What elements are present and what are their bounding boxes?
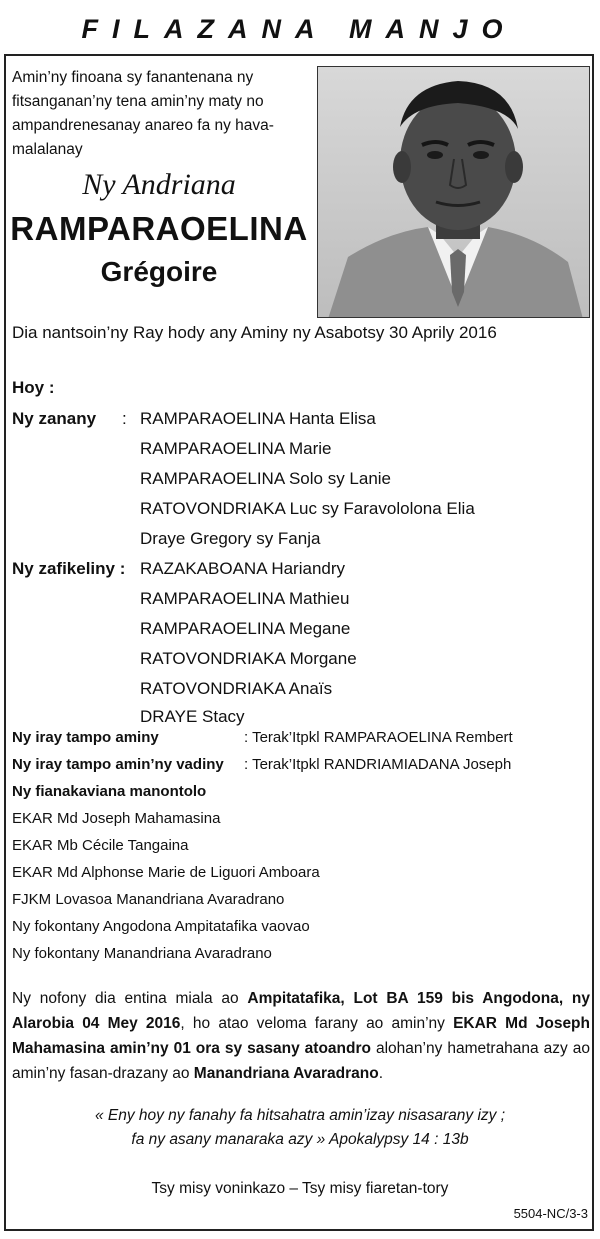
honorific: Ny Andriana	[82, 168, 236, 201]
deceased-portrait	[317, 66, 590, 318]
children-label: Ny zanany	[12, 409, 97, 428]
quote-line: fa ny asany manaraka azy » Apokalypsy 14 : 13b	[131, 1131, 469, 1148]
burial-text: alohan’ny hametrahana azy ao amin’ny fasan-drazany ao	[12, 1040, 590, 1082]
family-item: Ny fokontany Manandriana Avaradrano	[12, 945, 272, 962]
burial-text: , ho atao veloma farany ao amin’ny	[180, 1015, 454, 1032]
grandchild-name: RAMPARAOELINA Mathieu	[140, 589, 350, 608]
family-item: EKAR Md Joseph Mahamasina	[12, 810, 221, 827]
header-banner	[4, 4, 594, 56]
intro-text: Amin’ny finoana sy fanantenana ny fitsanganan’ny tena amin’ny maty no ampandrenesanay anareo fa ny hava-malalanay	[12, 69, 274, 158]
grandchildren-label: Ny zafikeliny :	[12, 559, 126, 578]
quote-line: « Eny hoy ny fanahy fa hitsahatra amin’izay nisasarany izy ;	[94, 1107, 506, 1124]
notice-title: FILAZANA MANJO	[81, 13, 517, 44]
grandchild-name: RATOVONDRIAKA Morgane	[140, 649, 357, 668]
family-item: EKAR Md Alphonse Marie de Liguori Amboara	[12, 864, 320, 881]
death-notice: Dia nantsoin’ny Ray hody any Aminy ny Asabotsy 30 Aprily 2016	[12, 323, 497, 342]
child-name: RAMPARAOELINA Marie	[140, 439, 332, 458]
grandchild-name: RATOVONDRIAKA Anaïs	[140, 679, 333, 698]
burial-text: Ny nofony dia entina miala ao	[12, 990, 248, 1007]
bible-quote	[0, 1104, 600, 1152]
burial-church: EKAR Md Joseph Mahamasina amin’ny 01 ora sy sasany atoandro	[12, 1015, 590, 1057]
family-item: FJKM Lovasoa Manandriana Avaradrano	[12, 891, 285, 908]
grandchild-name: DRAYE Stacy	[140, 707, 245, 726]
portrait-image	[318, 67, 590, 318]
burial-paragraph	[12, 986, 590, 1086]
child-name: RATOVONDRIAKA Luc sy Faravololona Elia	[140, 499, 475, 518]
deceased-firstname: Grégoire	[100, 256, 218, 287]
reference-code: 5504-NC/3-3	[513, 1206, 588, 1221]
deceased-surname: RAMPARAOELINA	[10, 210, 308, 247]
children-colon: :	[122, 409, 127, 428]
child-name: RAMPARAOELINA Hanta Elisa	[140, 409, 376, 428]
burial-place: Ampitatafika, Lot BA 159 bis Angodona, ny Alarobia 04 Mey 2016	[12, 990, 590, 1032]
siblings-value: : Terak’Itpkl RAMPARAOELINA Rembert	[244, 729, 513, 746]
hoy-label: Hoy :	[12, 378, 55, 397]
spouse-siblings-label: Ny iray tampo amin’ny vadiny	[12, 756, 224, 773]
footer-note: Tsy misy voninkazo – Tsy misy fiaretan-tory	[151, 1180, 449, 1197]
burial-text: .	[378, 1065, 384, 1082]
family-item: Ny fokontany Angodona Ampitatafika vaovao	[12, 918, 310, 935]
family-label: Ny fianakaviana manontolo	[12, 783, 207, 800]
grandchild-name: RAZAKABOANA Hariandry	[140, 559, 346, 578]
spouse-siblings-value: : Terak’Itpkl RANDRIAMIADANA Joseph	[244, 756, 512, 773]
burial-tomb: Manandriana Avaradrano	[193, 1065, 379, 1082]
grandchild-name: RAMPARAOELINA Megane	[140, 619, 351, 638]
family-item: EKAR Mb Cécile Tangaina	[12, 837, 189, 854]
siblings-label: Ny iray tampo aminy	[12, 729, 159, 746]
child-name: Draye Gregory sy Fanja	[140, 529, 321, 548]
child-name: RAMPARAOELINA Solo sy Lanie	[140, 469, 392, 488]
